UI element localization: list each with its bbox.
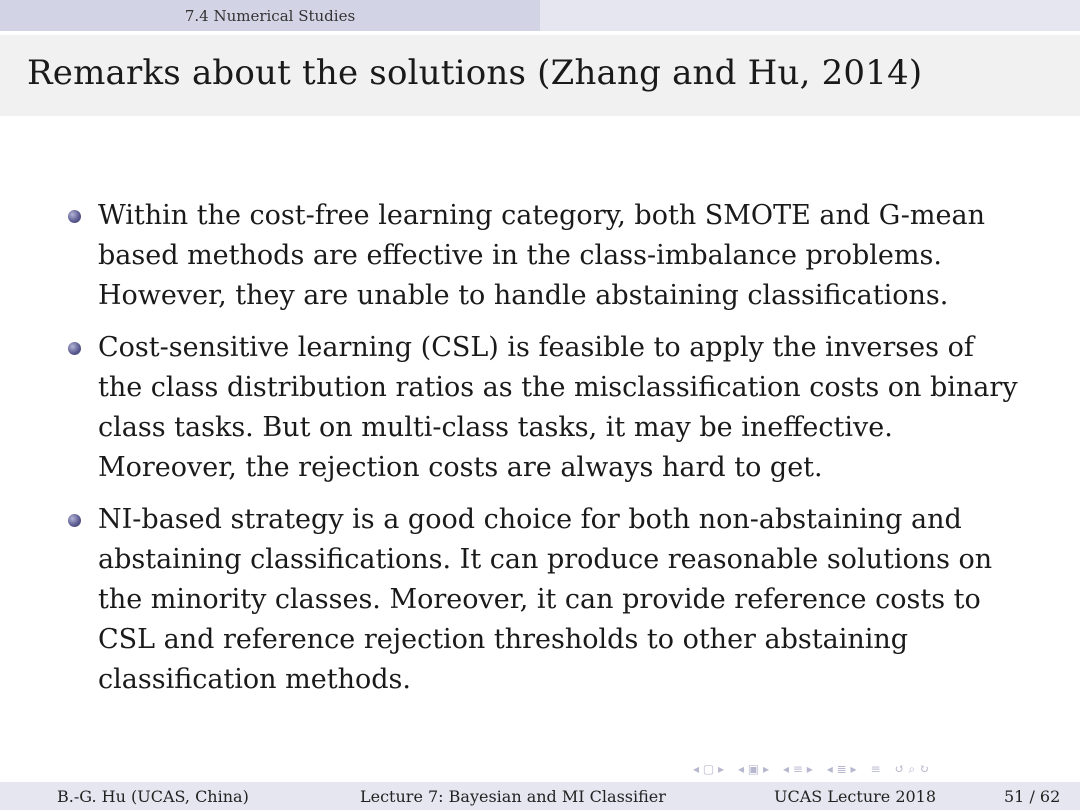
frame-nav-icon[interactable]: ◂ ▣ ▸ [738, 762, 770, 776]
header-nav-bar [0, 0, 1080, 31]
section-link[interactable] [0, 0, 540, 31]
page-number: 51 / 62 [1004, 786, 1061, 806]
bullet-line: abstaining classifications. It can produce reasonable solutions on [98, 544, 993, 575]
bullet-icon [68, 342, 81, 355]
bullet-line: Cost-sensitive learning (CSL) is feasible to apply the inverses of [98, 332, 974, 363]
section-label: 7.4 Numerical Studies [184, 6, 356, 25]
frame-title: Remarks about the solutions (Zhang and Hu, 2014) [27, 53, 923, 93]
slide-nav-icon[interactable]: ◂ ▢ ▸ [693, 762, 725, 776]
header-nav-filler [540, 0, 1080, 31]
bullet-line: NI-based strategy is a good choice for both non-abstaining and [98, 504, 962, 535]
footer-author: B.-G. Hu (UCAS, China) [57, 786, 249, 806]
bullet-item [68, 196, 1058, 316]
subsection-nav-icon[interactable]: ◂ ≡ ▸ [783, 762, 813, 776]
footer-title: Lecture 7: Bayesian and MI Classifier [360, 786, 666, 806]
footer-event: UCAS Lecture 2018 [774, 786, 937, 806]
bullet-line: class tasks. But on multi-class tasks, it may be ineffective. [98, 412, 893, 443]
frame-title-band [0, 35, 1080, 116]
bullet-list [68, 196, 1058, 712]
bullet-line: However, they are unable to handle abstaining classifications. [98, 280, 949, 311]
navigation-symbols [693, 760, 929, 778]
bullet-icon [68, 514, 81, 527]
bullet-line: based methods are effective in the class-imbalance problems. [98, 240, 942, 271]
toc-icon[interactable]: ≡ [870, 762, 881, 776]
bullet-icon [68, 210, 81, 223]
bullet-item [68, 500, 1058, 700]
bullet-line: Within the cost-free learning category, both SMOTE and G-mean [98, 200, 985, 231]
bullet-line: Moreover, the rejection costs are always hard to get. [98, 452, 823, 483]
bullet-line: the class distribution ratios as the misclassification costs on binary [98, 372, 1018, 403]
bullet-line: the minority classes. Moreover, it can provide reference costs to [98, 584, 981, 615]
bullet-line: classification methods. [98, 664, 411, 695]
section-nav-icon[interactable]: ◂ ≣ ▸ [826, 762, 857, 776]
search-icon[interactable]: ↺ ⌕ ↻ [894, 761, 930, 776]
footer-bar [0, 782, 1080, 810]
bullet-line: CSL and reference rejection thresholds to other abstaining [98, 624, 909, 655]
bullet-item [68, 328, 1058, 488]
